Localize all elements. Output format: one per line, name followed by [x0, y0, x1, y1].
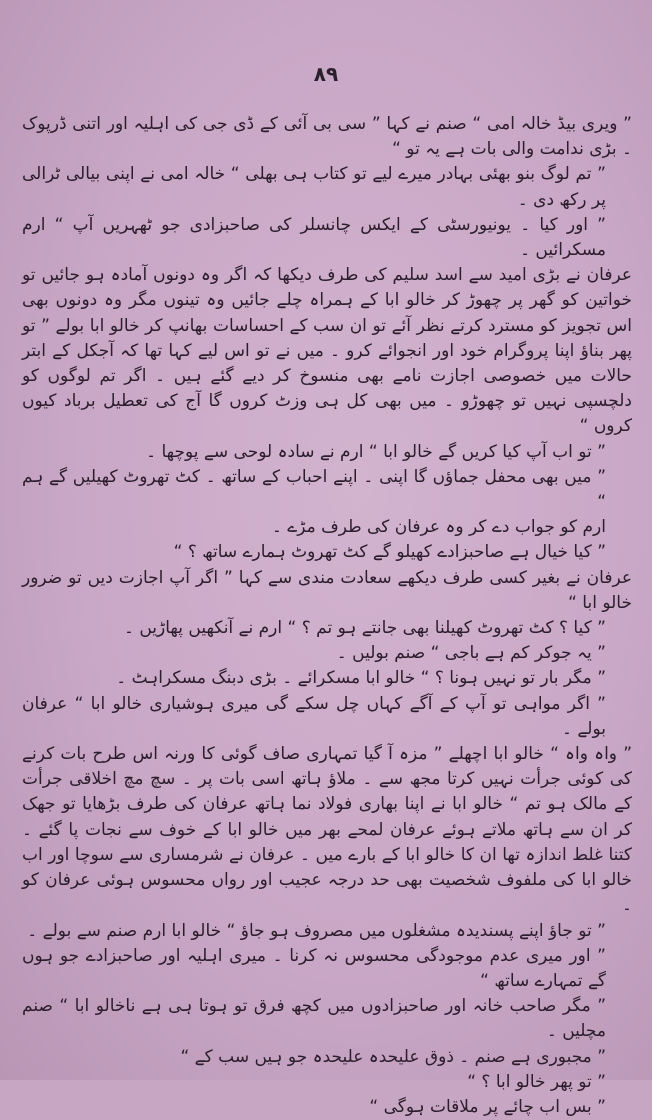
paragraph: ” اور میری عدم موجودگی محسوس نہ کرنا ۔ میری اہلیہ اور صاحبزادے جو ہوں گے تمہارے ساتھ “: [22, 945, 606, 991]
paragraph: ” کیا خیال ہے صاحبزادے کھیلو گے کٹ تھروٹ ہمارے ساتھ ؟ “: [173, 542, 606, 563]
paragraph: ” مگر بار تو نہیں ہونا ؟ “ خالو ابا مسکرائے ۔ بڑی دبنگ مسکراہٹ ۔: [116, 668, 606, 689]
paragraph: ” اور کیا ۔ یونیورسٹی کے ایکس چانسلر کی صاحبزادی جو ٹھہریں آپ “ ارم مسکرائیں ۔: [22, 214, 606, 261]
paragraph: ” ویری بیڈ خالہ امی “ صنم نے کہا ” سی بی آئی کے ڈی جی کی اہلیہ اور اتنی ڈرپوک ۔ بڑی ندامت والی بات ہے یہ تو “: [22, 114, 632, 160]
paragraph: ” بس اب چائے پر ملاقات ہوگی “: [369, 1096, 606, 1117]
paragraph: ” میں بھی محفل جماؤں گا اپنی ۔ اپنے احباب کے ساتھ ۔ کٹ تھروٹ کھیلیں گے ہم “: [22, 466, 606, 513]
body-text: [22, 112, 632, 1117]
paragraph: ” واہ واہ “ خالو ابا اچھلے ” مزہ آ گیا تمہاری صاف گوئی کا ورنہ اس طرح بات کرنے کی کوئی جرأت نہیں کرتا مجھ سے ۔ ملاؤ ہاتھ اسی بات پر ۔ سچ مچ اخلاقی جرأت کے مالک ہو تم “ خالو ابا نے اپنا بھاری فولاد نما ہاتھ عرفان کی طرف بڑھایا تو جھک کر ان سے ہاتھ ملاتے ہوئے عرفان لمحے بھر میں خالو ابا کے خوف سے نجات پا گئے ۔ کتنا غلط اندازہ تھا ان کا خالو ابا کے بارے میں ۔ عرفان نے شرمساری سے سوچا اور اب خالو ابا کی ملفوف شخصیت بھی حد درجہ عجیب اور رواں محسوس ہوئی عرفان کو ۔: [22, 744, 632, 916]
paragraph: عرفان نے بڑی امید سے اسد سلیم کی طرف دیکھا کہ اگر وہ دونوں آمادہ ہو جائیں تو خواتین کو گھر پر چھوڑ کر خالو ابا کے ہمراہ چلے جائیں وہ تینوں مگر وہ دونوں بھی اس تجویز کو مسترد کرتے نظر آئے تو ان سب کے احساسات بھانپ کر خالو ابا بولے ” تو پھر بناؤ اپنا پروگرام خود اور انجوائے کرو ۔ میں نے تو اس لیے کہا تھا کہ آجکل کے ابتر حالات میں خصوصی اجازت نامے بھی منسوخ کر دیے گئے ہیں ۔ اگر تم لوگوں کو دلچسپی نہیں تو چھوڑو ۔ میں بھی کل ہی وزٹ کروں گا آج کی تعطیل برباد کیوں کروں “: [22, 265, 632, 437]
paragraph: ” تو جاؤ اپنے پسندیدہ مشغلوں میں مصروف ہو جاؤ “ خالو ابا ارم صنم سے بولے ۔: [27, 920, 606, 941]
paragraph: ” کیا ؟ کٹ تھروٹ کھیلنا بھی جانتے ہو تم ؟ “ ارم نے آنکھیں پھاڑیں ۔: [124, 618, 606, 639]
paragraph: ” مگر صاحب خانہ اور صاحبزادوں میں کچھ فرق تو ہوتا ہی ہے ناخالو ابا “ صنم مچلیں ۔: [22, 996, 606, 1042]
paragraph: ” مجبوری ہے صنم ۔ ذوق علیحدہ علیحدہ جو ہیں سب کے “: [180, 1046, 606, 1067]
paragraph: ” تم لوگ بنو بھئی بہادر میرے لیے تو کتاب ہی بھلی “ خالہ امی نے اپنی بیالی ٹرالی پر رکھ دی ۔: [22, 164, 606, 210]
paragraph: عرفان نے بغیر کسی طرف دیکھے سعادت مندی سے کہا ” اگر آپ اجازت دیں تو ضرور خالو ابا “: [22, 567, 632, 613]
paragraph: ” تو اب آپ کیا کریں گے خالو ابا “ ارم نے سادہ لوحی سے پوچھا ۔: [146, 441, 606, 462]
paragraph: ” اگر مواہی تو آپ کے آگے کہاں چل سکے گی میری ہوشیاری خالو ابا “ عرفان بولے ۔: [22, 693, 606, 739]
paragraph: ” تو پھر خالو ابا ؟ “: [467, 1071, 606, 1092]
page-number: ۸۹: [313, 62, 339, 86]
paragraph: ارم کو جواب دے کر وہ عرفان کی طرف مڑے ۔: [271, 517, 606, 538]
paragraph: ” یہ جوکر کم ہے باجی “ صنم بولیں ۔: [336, 643, 606, 664]
